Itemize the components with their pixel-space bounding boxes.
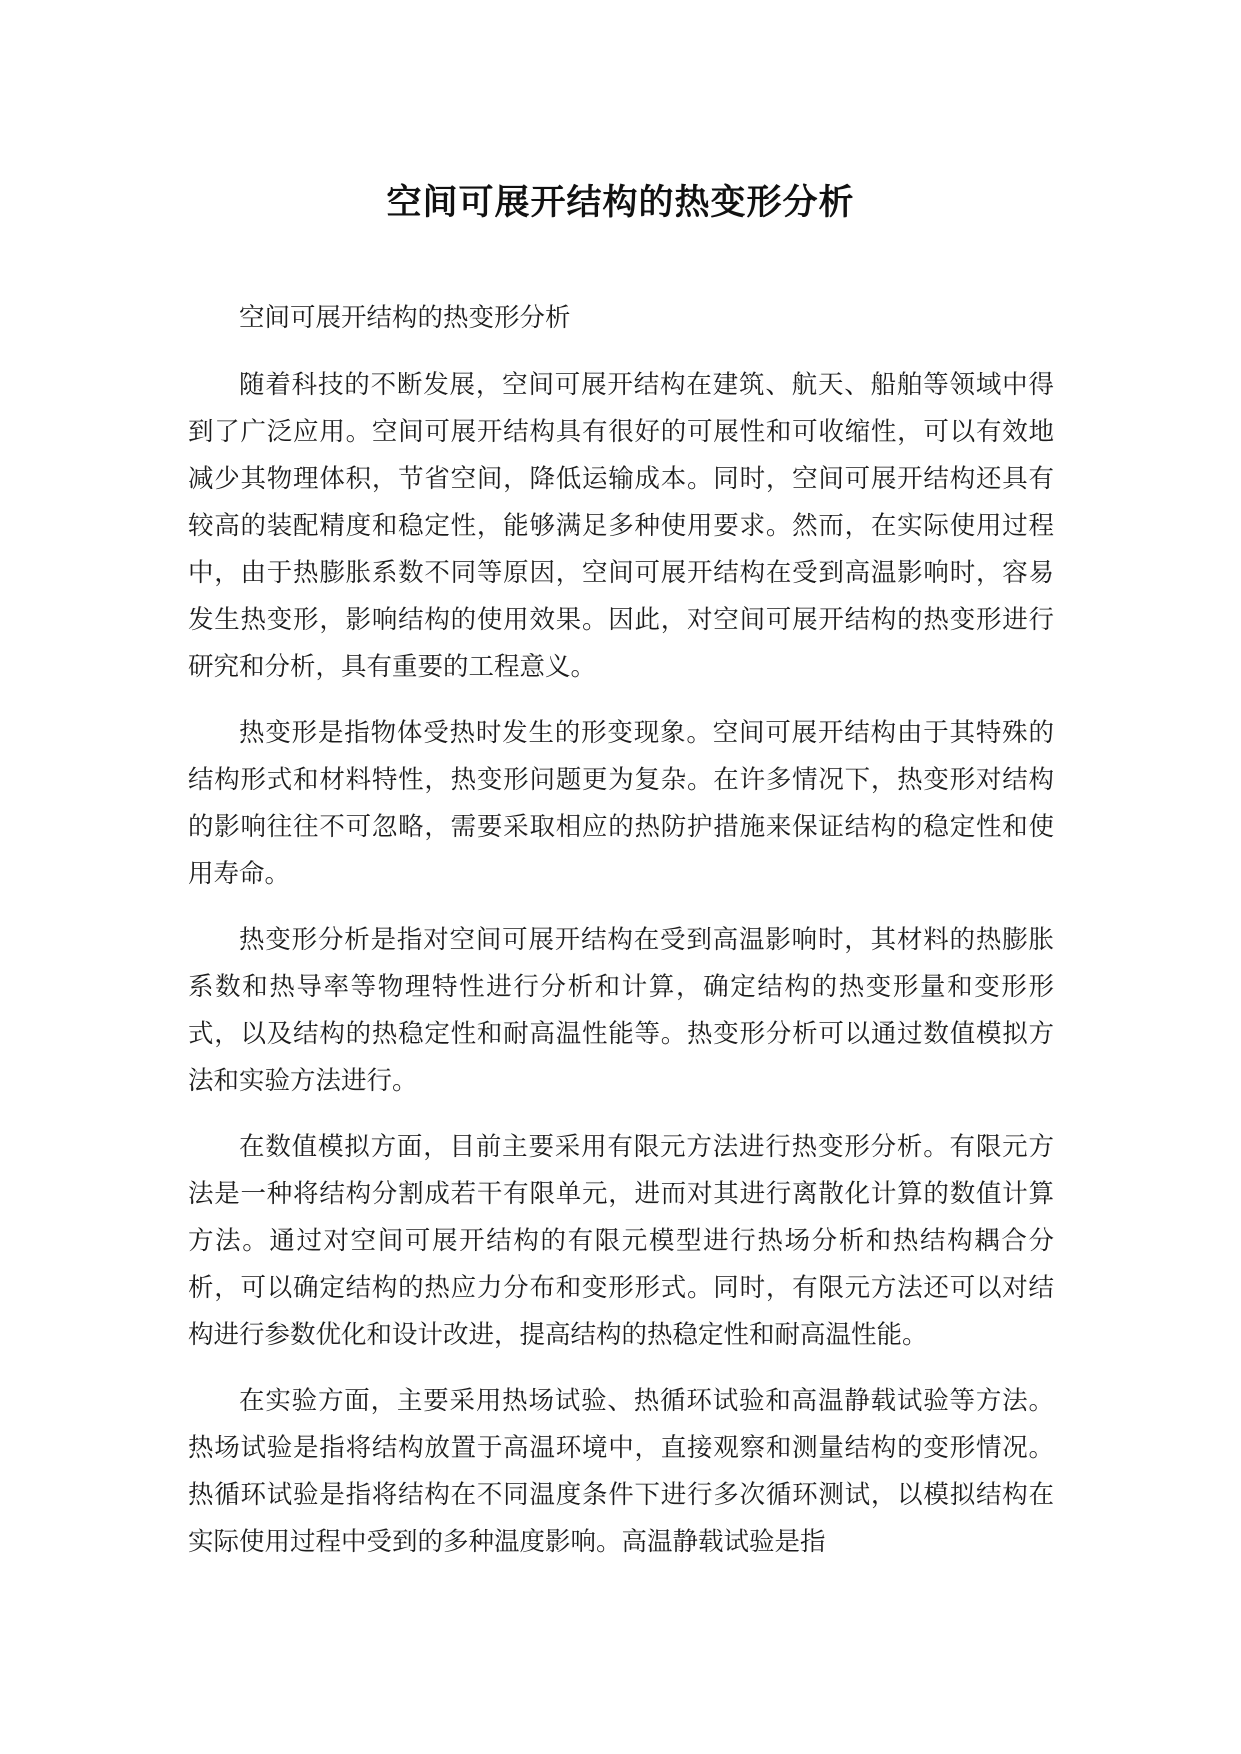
paragraph: 热变形分析是指对空间可展开结构在受到高温影响时，其材料的热膨胀系数和热导率等物理特性进行分析和计算，确定结构的热变形量和变形形式，以及结构的热稳定性和耐高温性能等。热变形分析可以通过数值模拟方法和实验方法进行。: [188, 925, 1054, 1096]
paragraph: 随着科技的不断发展，空间可展开结构在建筑、航天、船舶等领域中得到了广泛应用。空间可展开结构具有很好的可展性和可收缩性，可以有效地减少其物理体积，节省空间，降低运输成本。同时，空间可展开结构还具有较高的装配精度和稳定性，能够满足多种使用要求。然而，在实际使用过程中，由于热膨胀系数不同等原因，空间可展开结构在受到高温影响时，容易发生热变形，影响结构的使用效果。因此，对空间可展开结构的热变形进行研究和分析，具有重要的工程意义。: [188, 370, 1054, 682]
document-body: [188, 295, 1054, 1585]
paragraph: 空间可展开结构的热变形分析: [239, 303, 571, 333]
paragraph: 热变形是指物体受热时发生的形变现象。空间可展开结构由于其特殊的结构形式和材料特性，热变形问题更为复杂。在许多情况下，热变形对结构的影响往往不可忽略，需要采取相应的热防护措施来保证结构的稳定性和使用寿命。: [188, 718, 1054, 889]
document-title: 空间可展开结构的热变形分析: [386, 183, 855, 223]
paragraph: 在实验方面，主要采用热场试验、热循环试验和高温静载试验等方法。热场试验是指将结构放置于高温环境中，直接观察和测量结构的变形情况。热循环试验是指将结构在不同温度条件下进行多次循环测试，以模拟结构在实际使用过程中受到的多种温度影响。高温静载试验是指: [188, 1386, 1054, 1557]
paragraph: 在数值模拟方面，目前主要采用有限元方法进行热变形分析。有限元方法是一种将结构分割成若干有限单元，进而对其进行离散化计算的数值计算方法。通过对空间可展开结构的有限元模型进行热场分析和热结构耦合分析，可以确定结构的热应力分布和变形形式。同时，有限元方法还可以对结构进行参数优化和设计改进，提高结构的热稳定性和耐高温性能。: [188, 1132, 1054, 1350]
